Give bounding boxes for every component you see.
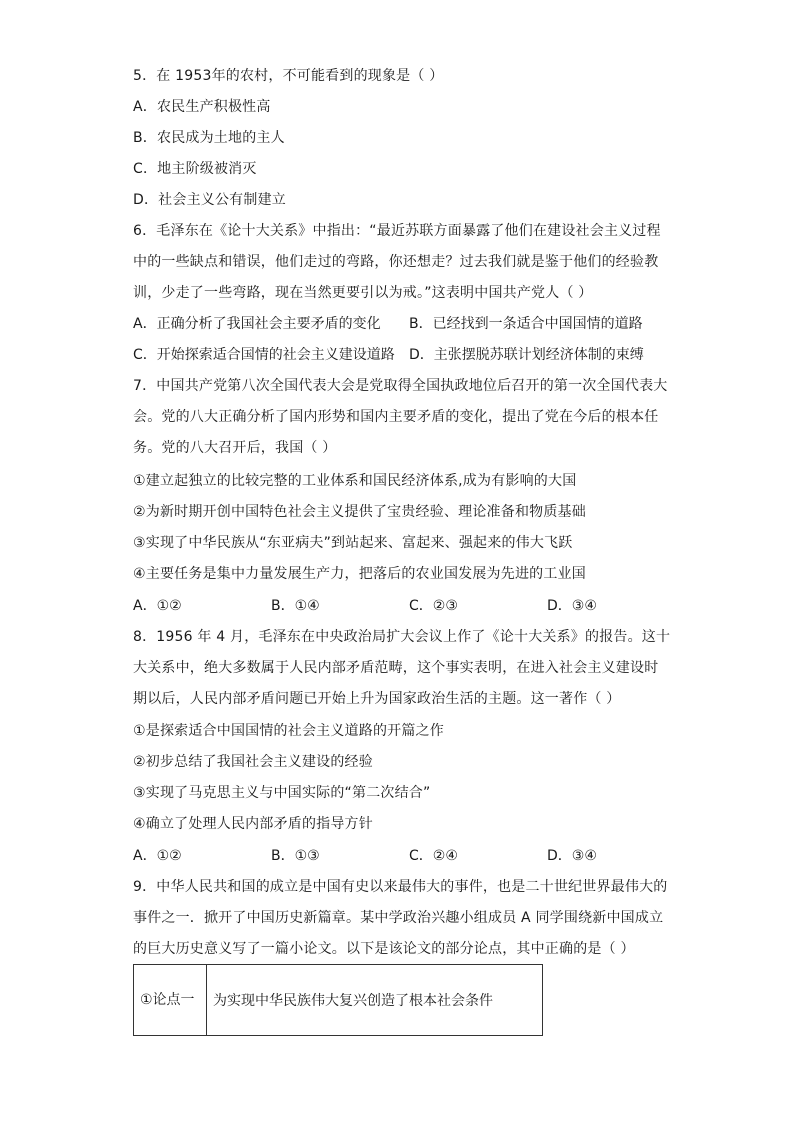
q9-stem-line-2: 事件之一．掀开了中国历史新篇章。某中学政治兴趣小组成员 A 同学围绕新中国成立: [133, 910, 664, 926]
q6-stem-line-1: 6．毛泽东在《论十大关系》中指出：“最近苏联方面暴露了他们在建设社会主义过程: [133, 223, 661, 239]
q8-stem-line-1: 8．1956 年 4 月，毛泽东在中央政治局扩大会议上作了《论十大关系》的报告。这十: [133, 629, 671, 645]
q5-option-b: B．农民成为土地的主人: [133, 130, 285, 146]
q8-option-c: C．②④: [409, 848, 458, 864]
q6-options-row-2: [133, 345, 653, 365]
q5-option-c: C．地主阶级被消灭: [133, 161, 257, 177]
q8-item-2: ②初步总结了我国社会主义建设的经验: [133, 754, 373, 770]
q6-options-row-1: [133, 314, 653, 334]
q7-item-4: ④主要任务是集中力量发展生产力，把落后的农业国发展为先进的工业国: [133, 566, 586, 582]
q7-option-b: B．①④: [271, 598, 320, 614]
table-row: [134, 965, 543, 1036]
q9-argument-text: 为实现中华民族伟大复兴创造了根本社会条件: [207, 965, 543, 1036]
q6-option-a: A．正确分析了我国社会主要矛盾的变化: [133, 316, 381, 332]
q9-stem-line-3: 的巨大历史意义写了一篇小论文。以下是该论文的部分论点，其中正确的是（ ）: [133, 941, 635, 957]
q6-stem-line-3: 训，少走了一些弯路，现在当然更要引以为戒。”这表明中国共产党人（ ）: [133, 285, 593, 301]
q8-option-b: B．①③: [271, 848, 320, 864]
q7-option-a: A．①②: [133, 598, 182, 614]
q7-option-d: D．③④: [547, 598, 597, 614]
q8-stem-line-2: 大关系中，绝大多数属于人民内部矛盾范畴，这个事实表明，在进入社会主义建设时: [133, 660, 659, 676]
q8-stem-line-3: 期以后，人民内部矛盾问题已开始上升为国家政治生活的主题。这一著作（ ）: [133, 691, 621, 707]
q9-argument-table: [133, 964, 543, 1036]
q6-stem-line-2: 中的一些缺点和错误，他们走过的弯路，你还想走？过去我们就是鉴于他们的经验教: [133, 254, 659, 270]
q6-option-b: B．已经找到一条适合中国国情的道路: [409, 316, 643, 332]
q5-stem: 5．在 1953年的农村，不可能看到的现象是（ ）: [133, 68, 444, 84]
q8-item-4: ④确立了处理人民内部矛盾的指导方针: [133, 816, 373, 832]
q7-stem-line-2: 会。党的八大正确分析了国内形势和国内主要矛盾的变化，提出了党在今后的根本任: [133, 409, 659, 425]
q7-item-2: ②为新时期开创中国特色社会主义提供了宝贵经验、理论准备和物质基础: [133, 504, 586, 520]
q7-item-3: ③实现了中华民族从“东亚病夫”到站起来、富起来、强起来的伟大飞跃: [133, 535, 573, 551]
q8-item-3: ③实现了马克思主义与中国实际的“第二次结合”: [133, 785, 431, 801]
q7-option-c: C．②③: [409, 598, 458, 614]
q6-option-d: D．主张摆脱苏联计划经济体制的束缚: [409, 347, 644, 363]
q9-stem-line-1: 9．中华人民共和国的成立是中国有史以来最伟大的事件，也是二十世纪世界最伟大的: [133, 879, 668, 895]
q7-item-1: ①建立起独立的比较完整的工业体系和国民经济体系,成为有影响的大国: [133, 473, 577, 489]
q5-option-a: A．农民生产积极性高: [133, 99, 271, 115]
q9-argument-label: ①论点一: [134, 965, 207, 1036]
q8-option-a: A．①②: [133, 848, 182, 864]
q7-stem-line-1: 7．中国共产党第八次全国代表大会是党取得全国执政地位后召开的第一次全国代表大: [133, 378, 668, 394]
q6-option-c: C．开始探索适合国情的社会主义建设道路: [133, 347, 395, 363]
q8-option-d: D．③④: [547, 848, 597, 864]
q7-stem-line-3: 务。党的八大召开后，我国（ ）: [133, 440, 337, 456]
q8-options-row: [133, 846, 653, 866]
q8-item-1: ①是探索适合中国国情的社会主义道路的开篇之作: [133, 723, 444, 739]
q7-options-row: [133, 596, 653, 616]
q5-option-d: D．社会主义公有制建立: [133, 192, 286, 208]
